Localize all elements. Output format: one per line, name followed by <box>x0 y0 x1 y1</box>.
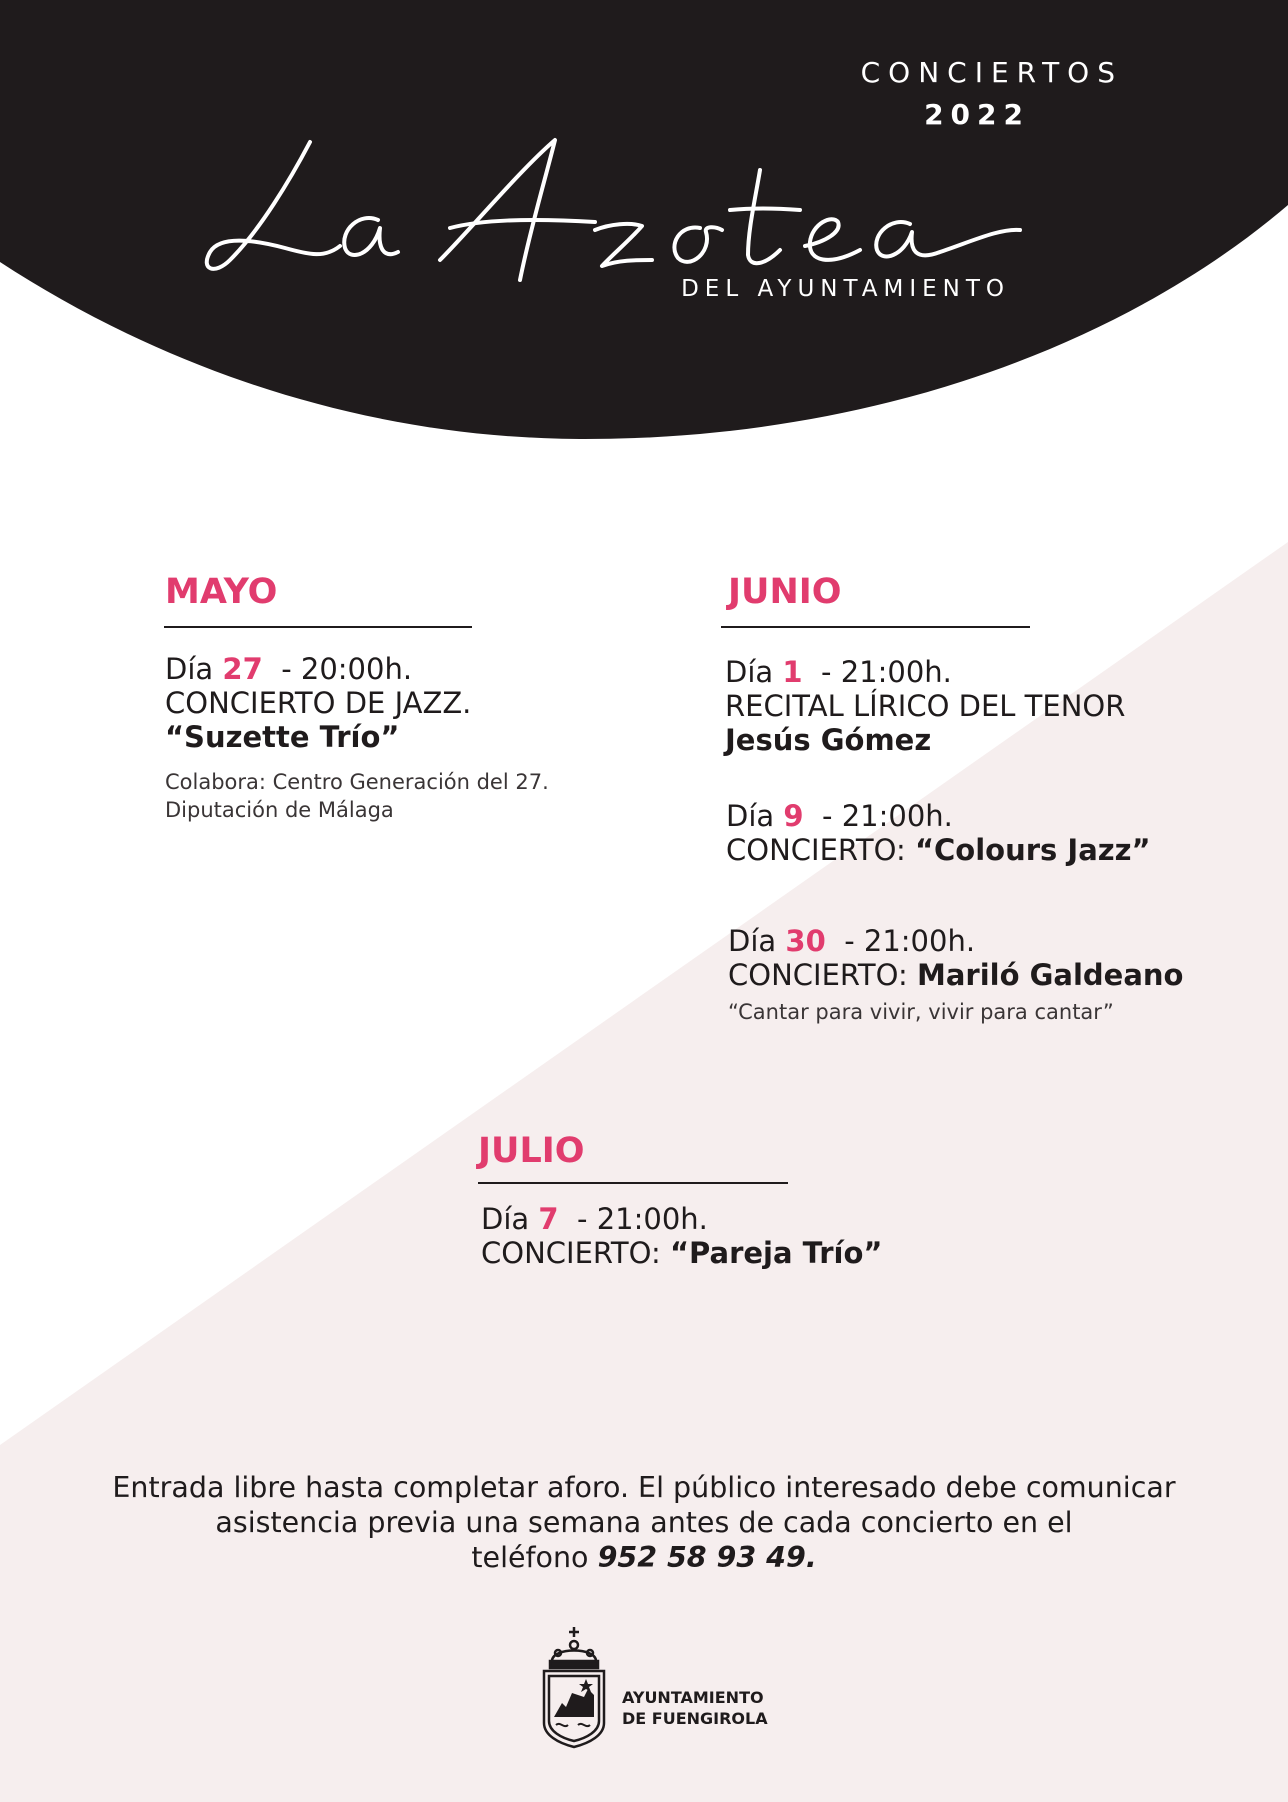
junio-event-1-type: RECITAL LÍRICO DEL TENOR <box>725 689 1126 723</box>
junio-event-2-name: CONCIERTO: “Colours Jazz” <box>726 833 1151 867</box>
municipality-logo-text: AYUNTAMIENTO DE FUENGIROLA <box>622 1688 768 1728</box>
julio-divider <box>478 1182 788 1184</box>
month-junio: JUNIO <box>728 572 842 612</box>
junio-event-1-name: Jesús Gómez <box>725 723 932 757</box>
header-subtitle: DEL AYUNTAMIENTO <box>681 276 1010 302</box>
junio-event-2-date: Día 9 - 21:00h. <box>726 799 953 833</box>
month-mayo: MAYO <box>165 572 278 612</box>
mayo-note-1: Colabora: Centro Generación del 27. <box>165 770 549 794</box>
julio-event-name: CONCIERTO: “Pareja Trío” <box>481 1236 883 1270</box>
junio-event-3-date: Día 30 - 21:00h. <box>728 924 976 958</box>
attendance-note <box>60 1470 1228 1575</box>
mayo-event-type: CONCIERTO DE JAZZ. <box>165 686 472 720</box>
junio-event-1-date: Día 1 - 21:00h. <box>725 655 952 689</box>
header-year: 2022 <box>924 98 1030 131</box>
coat-of-arms-icon <box>538 1625 610 1751</box>
mayo-event-name: “Suzette Trío” <box>165 720 400 754</box>
phone-number: 952 58 93 49 <box>597 1541 806 1574</box>
attendance-line-3: teléfono 952 58 93 49. <box>471 1541 817 1574</box>
attendance-line-1: Entrada libre hasta completar aforo. El público interesado debe comunicar <box>112 1471 1176 1504</box>
junio-divider <box>721 626 1030 628</box>
junio-event-3-name: CONCIERTO: Mariló Galdeano <box>728 958 1184 992</box>
month-julio: JULIO <box>478 1131 585 1171</box>
julio-event-date: Día 7 - 21:00h. <box>481 1202 708 1236</box>
mayo-event-date: Día 27 - 20:00h. <box>165 652 413 686</box>
attendance-line-2: asistencia previa una semana antes de cada concierto en el <box>215 1506 1073 1539</box>
mayo-note-2: Diputación de Málaga <box>165 798 394 822</box>
junio-event-3-note: “Cantar para vivir, vivir para cantar” <box>728 1000 1114 1024</box>
mayo-divider <box>164 626 472 628</box>
header-conciertos: CONCIERTOS <box>860 56 1123 89</box>
